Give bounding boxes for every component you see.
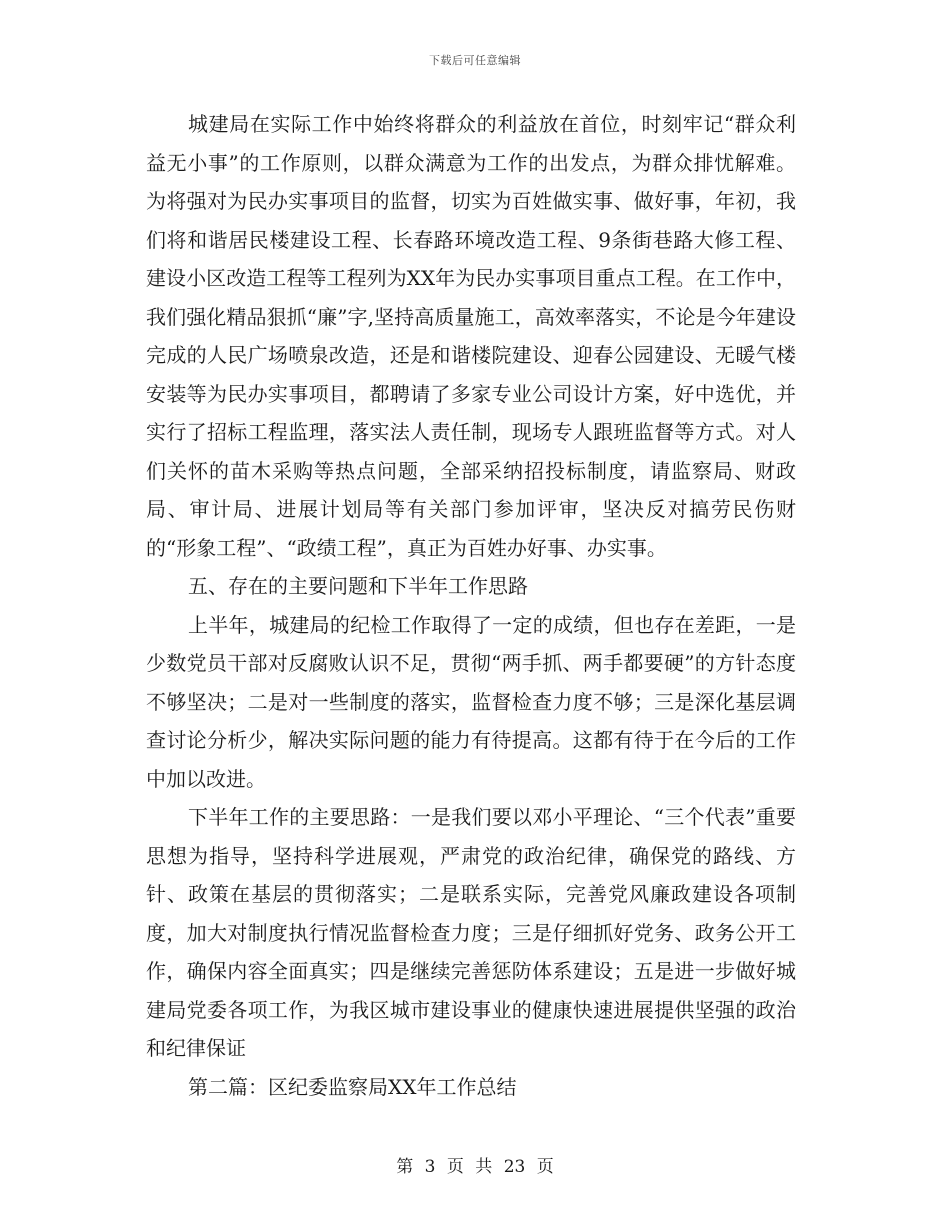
section-heading-problems: 五、存在的主要问题和下半年工作思路 xyxy=(188,574,528,598)
paragraph-first-half-summary: 上半年，城建局的纪检工作取得了一定的成绩，但也存在差距，一是少数党员干部对反腐败认识不足，贯彻“两手抓、两手都要硬”的方针态度不够坚决；二是对一些制度的落实，监督检查力度不够；三是深化基层调查讨论分析少，解决实际问题的能力有待提高。这都有待于在今后的工作中加以改进。 xyxy=(146,612,796,791)
document-body xyxy=(146,105,796,1106)
page-header: 下载后可任意编辑 xyxy=(429,54,521,67)
paragraph-urban-construction: 城建局在实际工作中始终将群众的利益放在首位，时刻牢记“群众利益无小事”的工作原则，以群众满意为工作的出发点，为群众排忧解难。为将强对为民办实事项目的监督，切实为百姓做实事、做好事，年初，我们将和谐居民楼建设工程、长春路环境改造工程、9条街巷路大修工程、建设小区改造工程等工程列为XX年为民办实事项目重点工程。在工作中，我们强化精品狠抓“廉”字,坚持高质量施工，高效率落实，不论是今年建设完成的人民广场喷泉改造，还是和谐楼院建设、迎春公园建设、无暖气楼安装等为民办实事项目，都聘请了多家专业公司设计方案，好中选优，并实行了招标工程监理，落实法人责任制，现场专人跟班监督等方式。对人们关怀的苗木采购等热点问题，全部采纳招投标制度，请监察局、财政局、审计局、进展计划局等有关部门参加评审，坚决反对搞劳民伤财的“形象工程”、“政绩工程”，真正为百姓办好事、办实事。 xyxy=(146,112,796,560)
paragraph-second-half-plan: 下半年工作的主要思路：一是我们要以邓小平理论、“三个代表”重要思想为指导，坚持科学进展观，严肃党的政治纪律，确保党的路线、方针、政策在基层的贯彻落实；二是联系实际，完善党风廉政建设各项制度，加大对制度执行情况监督检查力度；三是仔细抓好党务、政务公开工作，确保内容全面真实；四是继续完善惩防体系建设；五是进一步做好城建局党委各项工作，为我区城市建设事业的健康快速进展提供坚强的政治和纪律保证 xyxy=(146,805,796,1060)
section-heading-chapter-two: 第二篇：区纪委监察局XX年工作总结 xyxy=(188,1074,517,1099)
page-number-footer: 第 3 页 共 23 页 xyxy=(396,1157,554,1177)
